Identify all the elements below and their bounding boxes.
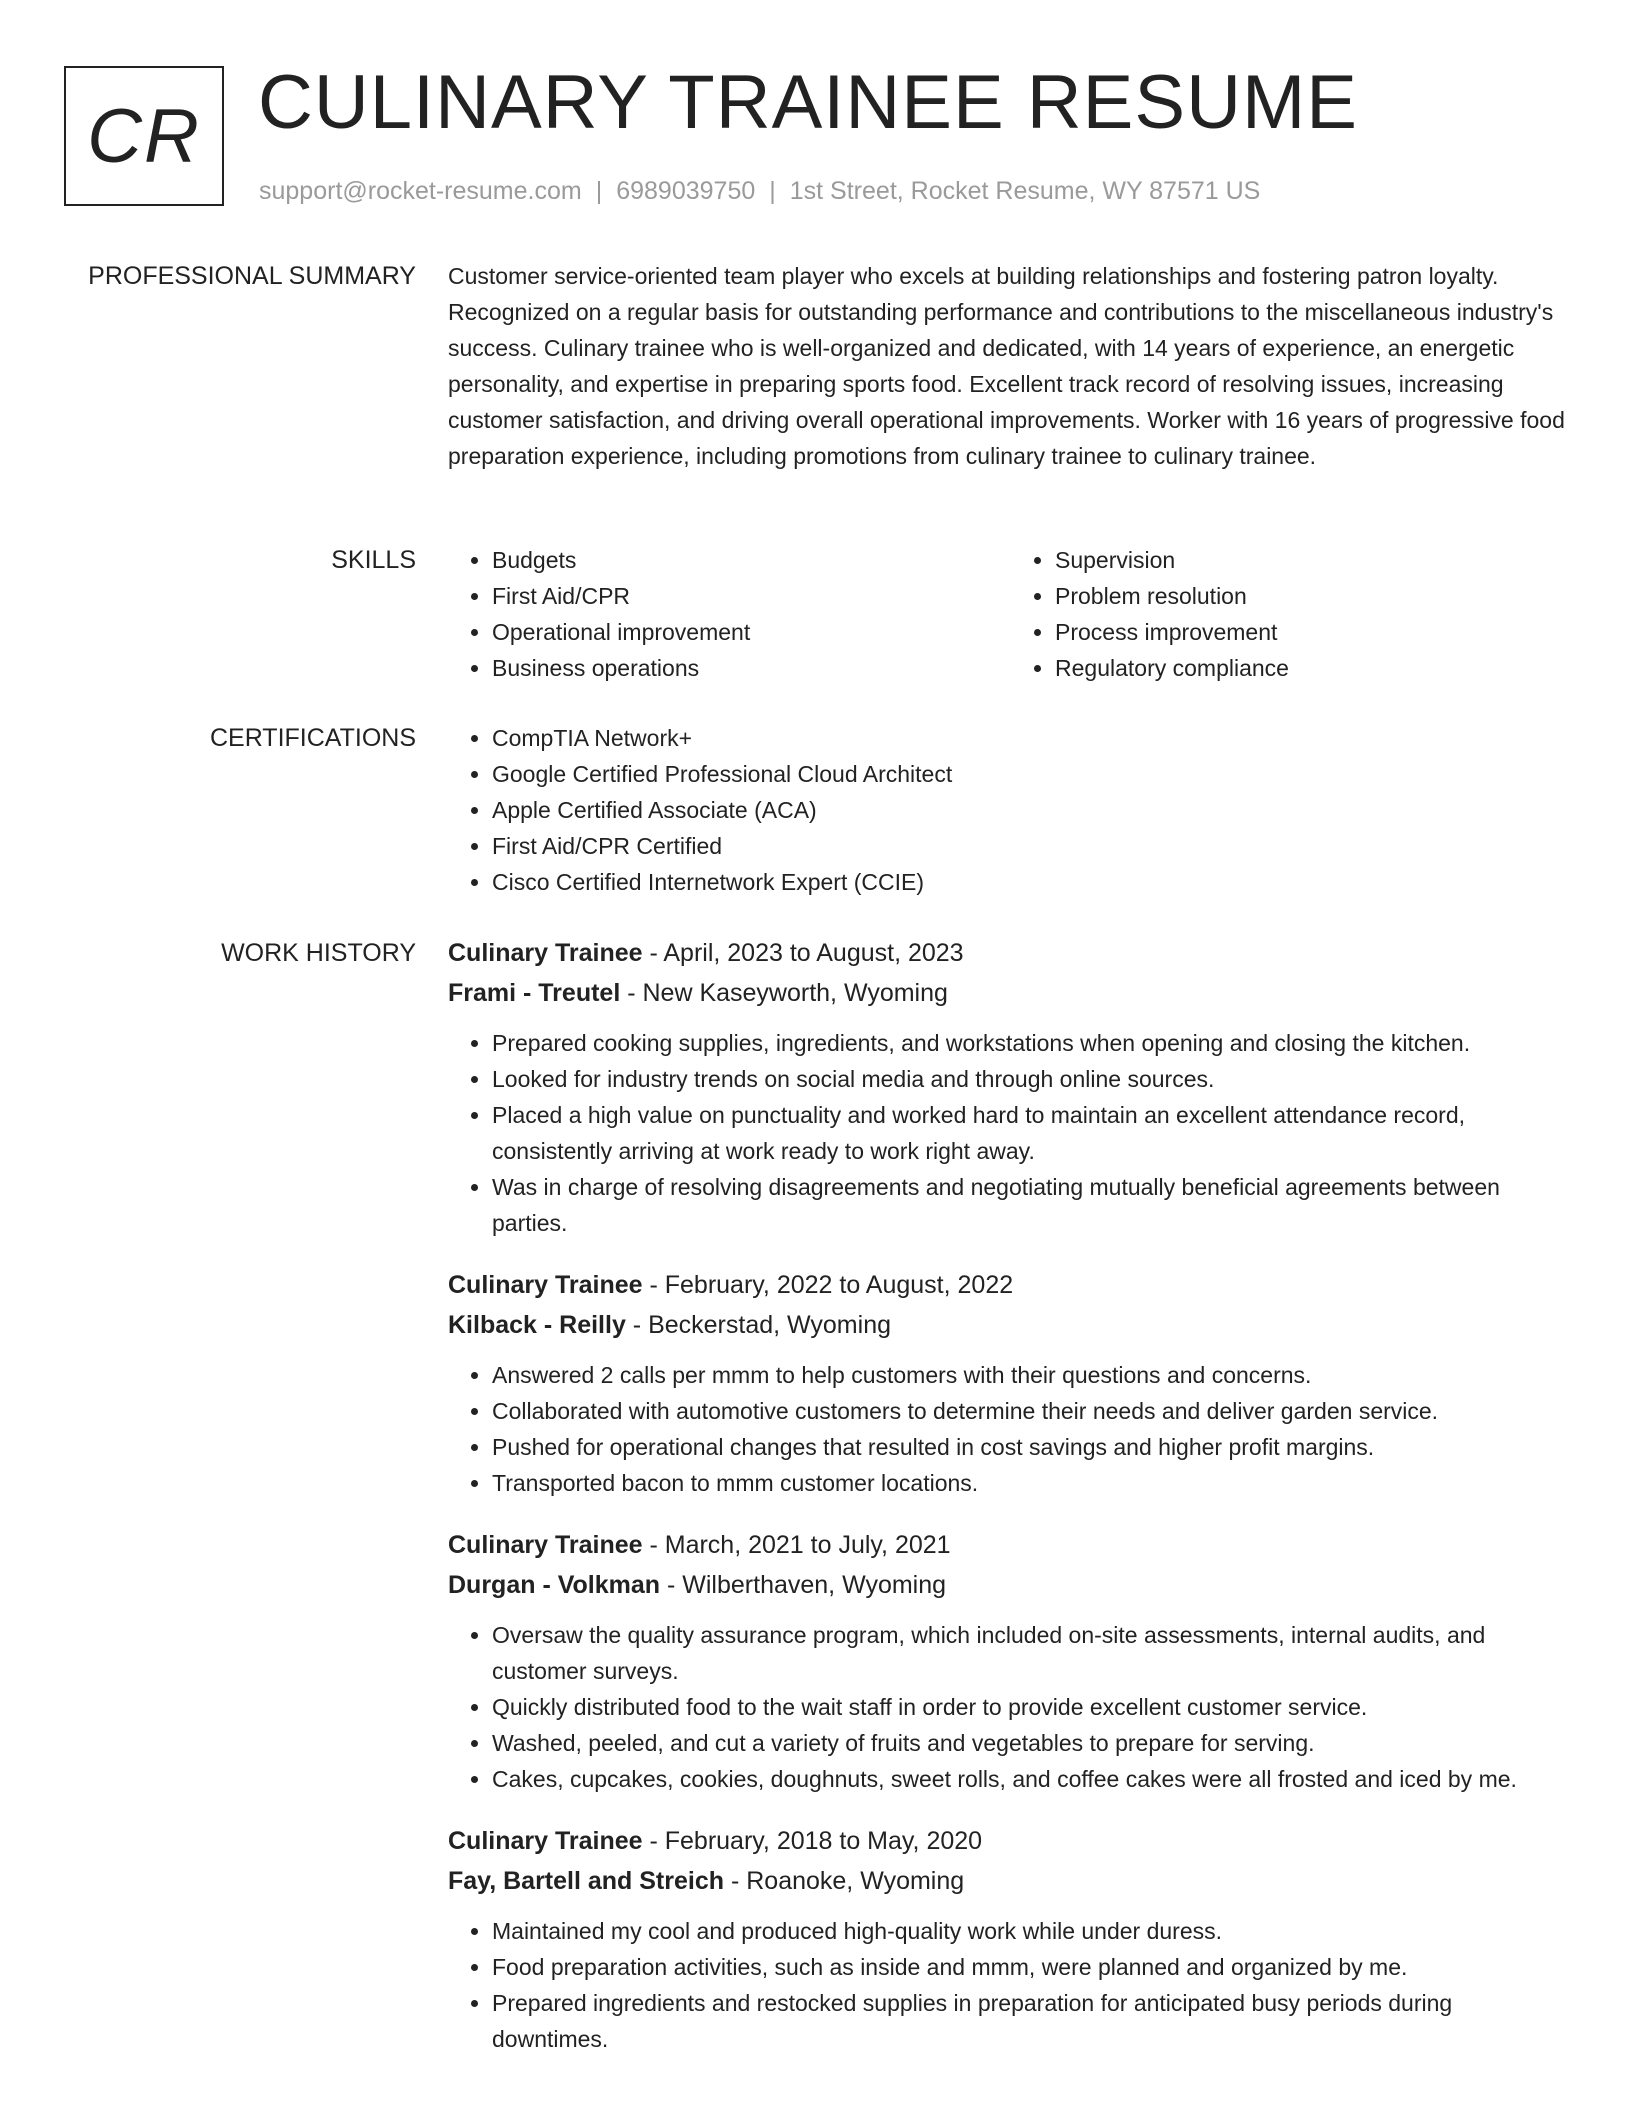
job-duty: • Prepared ingredients and restocked supplies in preparation for anticipated busy periods during downtimes. [492,1985,1574,2057]
job-company: Kilback - Reilly [448,1311,626,1339]
job-entry [448,1265,1574,1501]
certification-item: • Google Certified Professional Cloud Architect [492,756,1574,792]
job-company: Fay, Bartell and Streich [448,1867,725,1895]
job-duty: • Pushed for operational changes that resulted in cost savings and higher profit margins. [492,1429,1574,1465]
job-duties-list [448,1025,1574,1241]
job-duty: • Quickly distributed food to the wait staff in order to provide excellent customer service. [492,1689,1574,1725]
job-duty: • Was in charge of resolving disagreements and negotiating mutually beneficial agreements between parties. [492,1169,1574,1241]
job-duty: • Collaborated with automotive customers to determine their needs and deliver garden service. [492,1393,1574,1429]
work-history-heading: WORK HISTORY [221,939,416,967]
certification-item: • CompTIA Network+ [492,720,1574,756]
job-title-line [448,1821,1574,1861]
summary-heading: PROFESSIONAL SUMMARY [88,262,416,290]
job-duty: • Answered 2 calls per mmm to help customers with their questions and concerns. [492,1357,1574,1393]
skill-item: • Business operations [492,650,1011,686]
job-location: - Roanoke, Wyoming [724,1867,965,1895]
job-dates: - April, 2023 to August, 2023 [642,939,964,967]
contact-phone: 6989039750 [616,177,756,205]
skills-list-left [448,542,1011,686]
job-location: - Wilberthaven, Wyoming [660,1571,947,1599]
job-title: Culinary Trainee [448,939,643,967]
job-duty: • Maintained my cool and produced high-quality work while under duress. [492,1913,1574,1949]
skill-item: • First Aid/CPR [492,578,1011,614]
job-location: - Beckerstad, Wyoming [625,1311,891,1339]
job-duty: • Looked for industry trends on social media and through online sources. [492,1061,1574,1097]
skill-item: • Operational improvement [492,614,1011,650]
certifications-body [448,720,1574,900]
job-duties-list [448,1617,1574,1797]
job-company-line [448,973,1574,1013]
job-company-line [448,1305,1574,1345]
certification-item: • Cisco Certified Internetwork Expert (CCIE) [492,864,1574,900]
job-entry [448,1821,1574,2057]
job-duties-list [448,1357,1574,1501]
certifications-heading: CERTIFICATIONS [209,724,416,752]
skills-list-right [1011,542,1574,686]
page-title: CULINARY TRAINEE RESUME [258,60,1358,145]
job-dates: - March, 2021 to July, 2021 [642,1531,951,1559]
skill-item: • Regulatory compliance [1055,650,1574,686]
job-duty: • Transported bacon to mmm customer locations. [492,1465,1574,1501]
job-title-line [448,933,1574,973]
summary-body [448,258,1574,474]
job-company: Durgan - Volkman [448,1571,661,1599]
job-duty: • Oversaw the quality assurance program, which included on-site assessments, internal audits, and customer surveys. [492,1617,1574,1689]
summary-text: Customer service-oriented team player who excels at building relationships and fostering patron loyalty. Recognized on a regular basis for outstanding performance and contributions to the miscellaneous industry's success. Culinary trainee who is well-organized and dedicated, with 14 years of experience, an energetic personality, and expertise in preparing sports food. Excellent track record of resolving issues, increasing customer satisfaction, and driving overall operational improvements. Worker with 16 years of progressive food preparation experience, including promotions from culinary trainee to culinary trainee. [448,263,1565,469]
skills-columns [448,542,1574,686]
monogram-text: CR [87,93,201,179]
job-duty: • Food preparation activities, such as inside and mmm, were planned and organized by me. [492,1949,1574,1985]
certifications-list [448,720,1574,900]
contact-line [259,174,1260,208]
job-dates: - February, 2018 to May, 2020 [642,1827,983,1855]
skill-item: • Supervision [1055,542,1574,578]
job-entry [448,933,1574,1241]
contact-separator: | [769,177,776,205]
job-company-line [448,1861,1574,1901]
job-duty: • Prepared cooking supplies, ingredients, and workstations when opening and closing the kitchen. [492,1025,1574,1061]
certification-item: • Apple Certified Associate (ACA) [492,792,1574,828]
skills-body [448,542,1574,686]
job-title: Culinary Trainee [448,1827,643,1855]
job-company-line [448,1565,1574,1605]
job-title: Culinary Trainee [448,1271,643,1299]
skill-item: • Problem resolution [1055,578,1574,614]
certification-item: • First Aid/CPR Certified [492,828,1574,864]
job-title: Culinary Trainee [448,1531,643,1559]
job-entry [448,1525,1574,1797]
job-location: - New Kaseyworth, Wyoming [620,979,948,1007]
job-duty: • Cakes, cupcakes, cookies, doughnuts, sweet rolls, and coffee cakes were all frosted and iced by me. [492,1761,1574,1797]
contact-separator: | [595,177,603,205]
job-title-line [448,1525,1574,1565]
skill-item: • Process improvement [1055,614,1574,650]
contact-address: 1st Street, Rocket Resume, WY 87571 US [789,177,1261,205]
job-duty: • Washed, peeled, and cut a variety of fruits and vegetables to prepare for serving. [492,1725,1574,1761]
work-history-body [448,933,1574,2081]
monogram-logo [64,66,224,206]
job-duties-list [448,1913,1574,2057]
job-company: Frami - Treutel [448,979,621,1007]
skill-item: • Budgets [492,542,1011,578]
job-title-line [448,1265,1574,1305]
job-dates: - February, 2022 to August, 2022 [642,1271,1014,1299]
job-duty: • Placed a high value on punctuality and worked hard to maintain an excellent attendance record, consistently arriving at work ready to work right away. [492,1097,1574,1169]
skills-heading: SKILLS [331,546,416,574]
contact-email: support@rocket-resume.com [259,177,582,205]
